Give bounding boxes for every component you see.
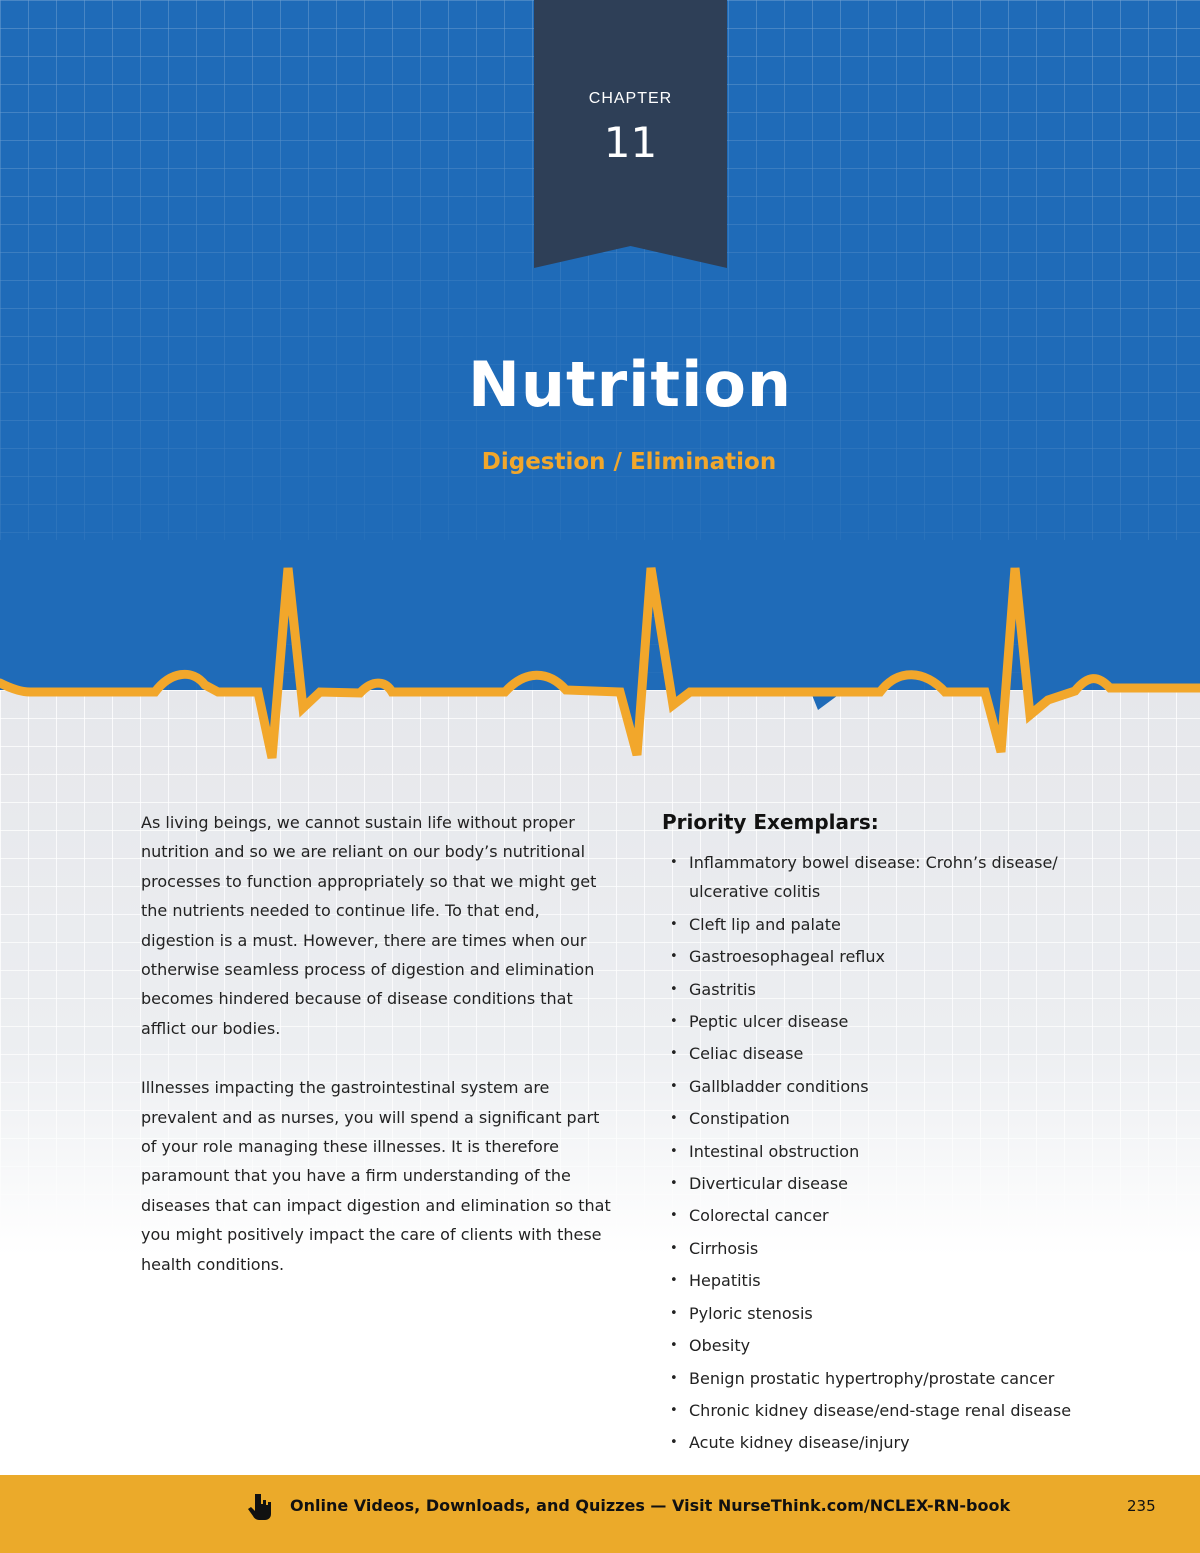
exemplars-list [662, 848, 1132, 1458]
priority-exemplars [662, 808, 1132, 1461]
list-item: • Constipation [662, 1104, 1132, 1133]
list-item: • Diverticular disease [662, 1169, 1132, 1198]
chapter-subtitle: Digestion / Elimination [481, 449, 777, 475]
list-item: • Chronic kidney disease/end-stage renal disease [662, 1396, 1132, 1425]
list-item: • Cirrhosis [662, 1234, 1132, 1263]
intro-paragraph: As living beings, we cannot sustain life without proper nutrition and so we are reliant on our body’s nutritional processes to function appropriately so that we might get the nutrients needed to continue life. To that end, digestion is a must. However, there are times when our otherwise seamless process of digestion and elimination becomes hindered because of disease conditions that afflict our bodies. [141, 813, 597, 1038]
list-item: • Obesity [662, 1331, 1132, 1360]
intro-text [141, 808, 616, 1309]
list-item: • Gallbladder conditions [662, 1072, 1132, 1101]
list-item: • Cleft lip and palate [662, 910, 1132, 939]
chapter-number: 11 [603, 118, 658, 167]
list-item: • Peptic ulcer disease [662, 1007, 1132, 1036]
list-item: • Acute kidney disease/injury [662, 1428, 1132, 1457]
ekg-heartbeat-line [0, 540, 1200, 780]
list-item: • Inflammatory bowel disease: Crohn’s disease/ ulcerative colitis [662, 848, 1132, 907]
chapter-label: CHAPTER [588, 90, 673, 107]
list-item: • Gastroesophageal reflux [662, 942, 1132, 971]
hand-pointer-icon [246, 1492, 276, 1522]
list-item: • Pyloric stenosis [662, 1299, 1132, 1328]
intro-paragraph: Illnesses impacting the gastrointestinal system are prevalent and as nurses, you will spend a significant part of your role managing these illnesses. It is therefore paramount that you have a firm understanding of the diseases that can impact digestion and elimination so that you might positively impact the care of clients with these health conditions. [141, 1078, 611, 1274]
list-item: • Intestinal obstruction [662, 1137, 1132, 1166]
list-item: • Benign prostatic hypertrophy/prostate cancer [662, 1364, 1132, 1393]
page-number: 235 [1127, 1497, 1156, 1515]
chapter-title: Nutrition [467, 348, 793, 421]
exemplars-heading: Priority Exemplars: [662, 810, 879, 834]
list-item: • Colorectal cancer [662, 1201, 1132, 1230]
list-item: • Hepatitis [662, 1266, 1132, 1295]
list-item: • Gastritis [662, 975, 1132, 1004]
footer-link-text[interactable]: Online Videos, Downloads, and Quizzes — Visit NurseThink.com/NCLEX-RN-book [290, 1496, 1011, 1515]
list-item: • Celiac disease [662, 1039, 1132, 1068]
